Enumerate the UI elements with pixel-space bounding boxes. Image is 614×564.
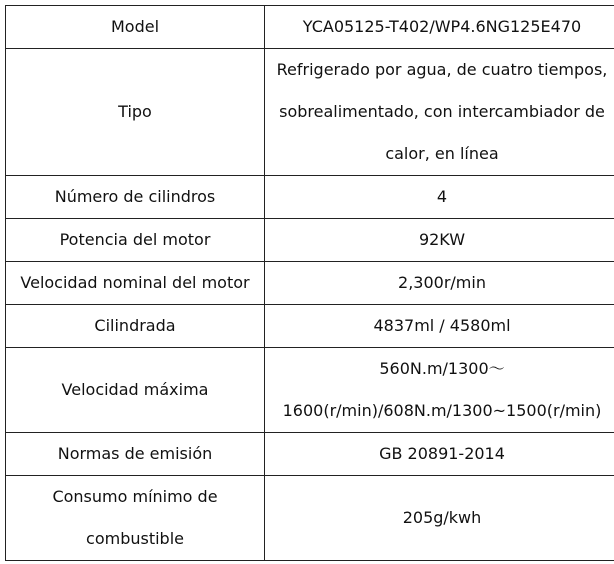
table-row (6, 219, 614, 262)
table-row (6, 262, 614, 305)
row-label: Consumo mínimo de combustible (6, 476, 265, 561)
row-value: YCA05125-T402/WP4.6NG125E470 (265, 6, 614, 49)
spec-table-body (6, 6, 614, 561)
table-row (6, 305, 614, 348)
row-label: Tipo (6, 49, 265, 176)
row-value: 4837ml / 4580ml (265, 305, 614, 348)
row-label: Model (6, 6, 265, 49)
table-row (6, 476, 614, 561)
table-row (6, 433, 614, 476)
row-label: Número de cilindros (6, 176, 265, 219)
row-value: 4 (265, 176, 614, 219)
row-label: Normas de emisión (6, 433, 265, 476)
table-row (6, 348, 614, 433)
row-label: Velocidad máxima (6, 348, 265, 433)
row-value: Refrigerado por agua, de cuatro tiempos, sobrealimentado, con intercambiador de calor, en línea (265, 49, 614, 176)
table-row (6, 49, 614, 176)
row-value: 205g/kwh (265, 476, 614, 561)
table-row (6, 176, 614, 219)
table-row (6, 6, 614, 49)
row-value: GB 20891-2014 (265, 433, 614, 476)
spec-table (5, 5, 614, 561)
row-label: Velocidad nominal del motor (6, 262, 265, 305)
row-label: Potencia del motor (6, 219, 265, 262)
row-label: Cilindrada (6, 305, 265, 348)
row-value: 560N.m/1300～ 1600(r/min)/608N.m/1300~1500(r/min) (265, 348, 614, 433)
row-value: 2,300r/min (265, 262, 614, 305)
row-value: 92KW (265, 219, 614, 262)
